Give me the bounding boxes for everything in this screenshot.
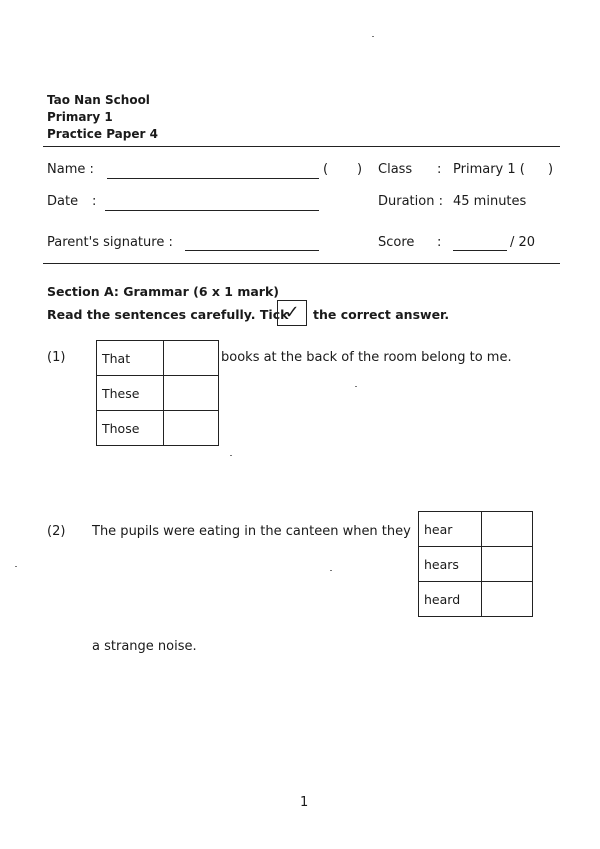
option-label: These (97, 376, 164, 411)
option-row (419, 512, 533, 547)
score-total: / 20 (510, 235, 536, 250)
option-label: heard (419, 582, 482, 617)
parent-signature-label: Parent's signature : (47, 235, 173, 250)
answer-checkbox[interactable] (482, 547, 533, 582)
class-separator: : (437, 162, 442, 177)
date-label: Date (47, 194, 79, 209)
scan-speck (372, 36, 374, 37)
scan-speck (355, 386, 357, 387)
date-separator: : (92, 194, 97, 209)
name-blank[interactable] (107, 178, 319, 179)
question-text: books at the back of the room belong to me. (221, 350, 512, 365)
question-2-options (418, 511, 533, 617)
header-divider (43, 146, 560, 147)
option-row (97, 411, 219, 446)
option-label: hears (419, 547, 482, 582)
question-number: (2) (47, 524, 66, 539)
option-row (419, 547, 533, 582)
class-label: Class (378, 162, 413, 177)
answer-checkbox[interactable] (164, 376, 219, 411)
instruction-text-end: the correct answer. (313, 307, 450, 322)
instruction-text: Read the sentences carefully. Tick (47, 307, 289, 322)
paper-title: Practice Paper 4 (47, 127, 158, 141)
option-row (97, 376, 219, 411)
answer-checkbox[interactable] (482, 512, 533, 547)
score-separator: : (437, 235, 442, 250)
school-name: Tao Nan School (47, 93, 150, 107)
form-divider (43, 263, 560, 264)
page-number: 1 (300, 795, 309, 810)
class-paren-close: ) (548, 162, 554, 177)
option-row (419, 582, 533, 617)
section-title: Section A: Grammar (6 x 1 mark) (47, 284, 279, 299)
tick-icon: ✓ (277, 300, 307, 326)
name-paren-open: ( (323, 162, 329, 177)
scan-speck (230, 455, 232, 456)
question-1-options (96, 340, 219, 446)
parent-signature-blank[interactable] (185, 250, 319, 251)
class-value: Primary 1 ( (453, 162, 525, 177)
date-blank[interactable] (105, 210, 319, 211)
answer-checkbox[interactable] (164, 341, 219, 376)
score-blank[interactable] (453, 250, 507, 251)
answer-checkbox[interactable] (482, 582, 533, 617)
question-text: The pupils were eating in the canteen when they (92, 524, 411, 539)
question-number: (1) (47, 350, 66, 365)
option-label: That (97, 341, 164, 376)
level-label: Primary 1 (47, 110, 113, 124)
score-label: Score (378, 235, 415, 250)
duration-label: Duration : (378, 194, 443, 209)
option-label: hear (419, 512, 482, 547)
name-paren-close: ) (357, 162, 363, 177)
question-text-end: a strange noise. (92, 639, 197, 654)
scan-speck (15, 566, 17, 567)
option-label: Those (97, 411, 164, 446)
name-label: Name : (47, 162, 94, 177)
scan-speck (330, 570, 332, 571)
option-row (97, 341, 219, 376)
duration-value: 45 minutes (453, 194, 527, 209)
answer-checkbox[interactable] (164, 411, 219, 446)
